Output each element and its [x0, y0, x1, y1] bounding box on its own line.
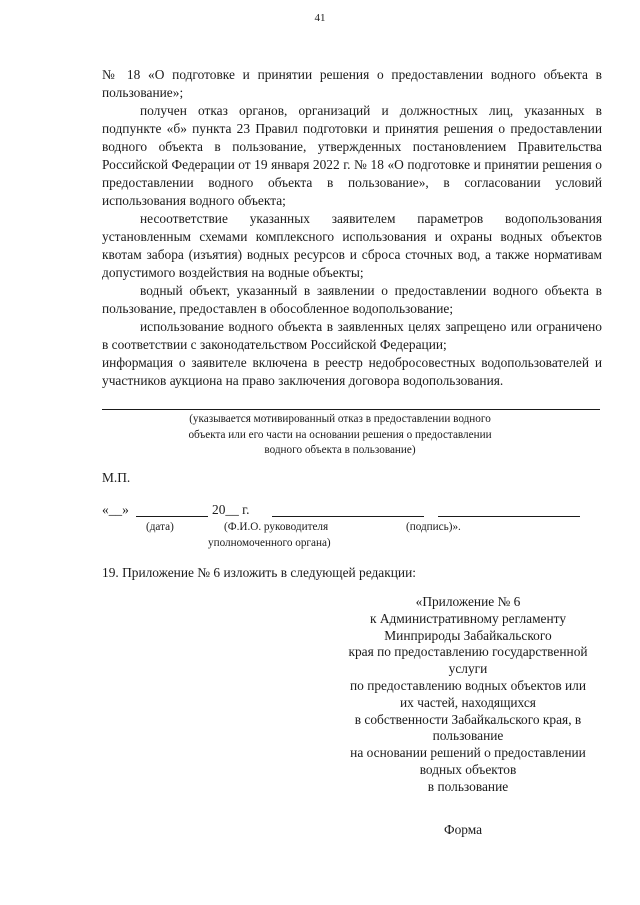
form-label: Форма [444, 822, 483, 837]
refusal-note-line: объекта или его части на основании решения о предоставлении [188, 428, 492, 441]
appendix-line: их частей, находящихся [400, 694, 536, 710]
name-line [272, 516, 424, 517]
body-text [102, 66, 602, 390]
year-prefix: 20__ г. [212, 502, 250, 517]
date-label: (дата) [146, 521, 174, 533]
appendix-line: в пользование [427, 778, 509, 794]
refusal-note-line: водного объекта в пользование) [264, 444, 416, 456]
appendix-line: по предоставлению водных объектов или [349, 677, 587, 693]
refusal-note-line: (указывается мотивированный отказ в предоставлении водного [189, 413, 491, 425]
appendix-header [330, 594, 606, 796]
paragraph: использование водного объекта в заявленных целях запрещено или ограничено в соответствии с законодательством Российской Федерации; [102, 319, 602, 352]
page-number: 41 [314, 12, 326, 24]
signature-line [438, 516, 580, 517]
signature-label: (подпись)». [406, 521, 461, 533]
appendix-line: в собственности Забайкальского края, в [354, 711, 582, 727]
name-label-continued: уполномоченного органа) [208, 537, 331, 549]
paragraph: получен отказ органов, организаций и должностных лиц, указанных в подпункте «б» пункта 23 Правил подготовки и принятия решения о предоставлении водного объекта в пользование, утвержденных постановлением Правительства Российской Федерации от 19 января 2022 г. № 18 «О подготовке и принятии решения о предоставлении водного объекта в пользование», в согласовании условий использования водного объекта; [102, 103, 602, 208]
paragraph: водный объект, указанный в заявлении о предоставлении водного объекта в пользование, предоставлен в обособленное водопользование; [102, 283, 602, 316]
paragraph: несоответствие указанных заявителем параметров водопользования установленным схемами комплексного использования и охраны водных объектов квотам забора (изъятия) водных ресурсов и сброса сточных вод, а также нормативам допустимого воздействия на водные объекты; [102, 211, 602, 280]
appendix-line: на основании решений о предоставлении [350, 745, 586, 761]
appendix-line: водных объектов [419, 761, 517, 777]
appendix-line: пользование [432, 728, 504, 744]
refusal-note [150, 412, 530, 459]
date-line [136, 516, 208, 517]
paragraph: информация о заявителе включена в реестр недобросовестных водопользователей и участников аукциона на право заключения договора водопользования. [102, 355, 602, 388]
item-19-heading: 19. Приложение № 6 изложить в следующей редакции: [102, 565, 416, 580]
name-label: (Ф.И.О. руководителя [224, 521, 329, 533]
appendix-line: края по предоставлению государственной [348, 644, 588, 660]
date-prefix: «__» [102, 502, 129, 517]
stamp-placeholder: М.П. [102, 470, 131, 485]
appendix-line: услуги [448, 661, 488, 677]
paragraph: № 18 «О подготовке и принятии решения о предоставлении водного объекта в пользование»; [102, 67, 602, 100]
appendix-line: Минприроды Забайкальского [384, 627, 552, 643]
appendix-line: «Приложение № 6 [415, 594, 521, 609]
appendix-line: к Административному регламенту [369, 610, 567, 626]
refusal-line [102, 409, 600, 410]
